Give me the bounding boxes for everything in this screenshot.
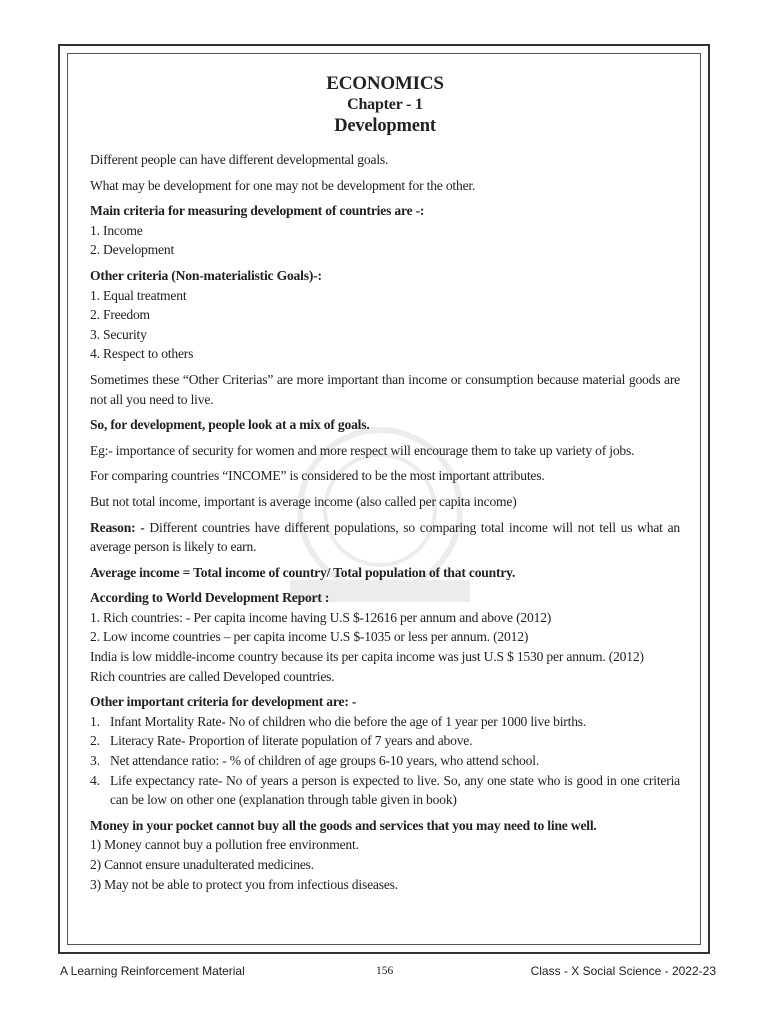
section-heading: According to World Development Report : bbox=[90, 590, 330, 606]
footer-left-text: A Learning Reinforcement Material bbox=[60, 964, 245, 978]
list-item: 3. Net attendance ratio: - % of children of age groups 6-10 years, who attend school. bbox=[90, 753, 540, 769]
list-item: 1) Money cannot buy a pollution free environment. bbox=[90, 837, 359, 853]
money-list bbox=[90, 835, 680, 894]
footer-right-text: Class - X Social Science - 2022-23 bbox=[530, 964, 716, 978]
section-heading: Other criteria (Non-materialistic Goals)-: bbox=[90, 267, 322, 283]
reason-paragraph bbox=[90, 518, 680, 557]
reason-text: Different countries have different populations, so comparing total income will not tell us what an average person is likely to earn. bbox=[90, 519, 680, 555]
list-item: 1. Infant Mortality Rate- No of children who die before the age of 1 year per 1000 live births. bbox=[90, 713, 587, 729]
list-item: 2) Cannot ensure unadulterated medicines. bbox=[90, 857, 314, 872]
list-item: 4. Life expectancy rate- No of years a person is expected to live. So, any one state who is good in one criteria can be low on other one (explanation through table given in book) bbox=[90, 772, 680, 808]
subject-heading: ECONOMICS bbox=[326, 73, 444, 94]
paragraph: But not total income, important is average income (also called per capita income) bbox=[90, 493, 517, 509]
list-item: 3) May not be able to protect you from infectious diseases. bbox=[90, 876, 398, 892]
paragraph: Sometimes these “Other Criterias” are more important than income or consumption because material goods are not all you need to live. bbox=[90, 371, 680, 407]
list-item: 1. Rich countries: - Per capita income having U.S $-12616 per annum and above (2012) bbox=[90, 609, 552, 625]
paragraph: Eg:- importance of security for women and more respect will encourage them to take up variety of jobs. bbox=[90, 442, 635, 458]
list-item: 1. Equal treatment bbox=[90, 287, 187, 303]
wdr-list bbox=[90, 608, 680, 647]
list-item: 2. Literacy Rate- Proportion of literate population of 7 years and above. bbox=[90, 733, 473, 749]
paragraph: Different people can have different developmental goals. bbox=[90, 152, 389, 167]
paragraph: Rich countries are called Developed countries. bbox=[90, 668, 335, 684]
list-item: 2. Development bbox=[90, 242, 175, 258]
document-body bbox=[90, 72, 680, 900]
list-item: 3. Security bbox=[90, 326, 147, 342]
reason-label: Reason: - bbox=[90, 519, 145, 535]
paragraph: India is low middle-income country because its per capita income was just U.S $ 1530 per annum. (2012) bbox=[90, 649, 644, 665]
chapter-heading: Chapter - 1 bbox=[347, 96, 423, 113]
list-item: 2. Freedom bbox=[90, 307, 150, 323]
section-heading: So, for development, people look at a mix of goals. bbox=[90, 417, 370, 433]
list-item: 1. Income bbox=[90, 222, 143, 238]
page-footer bbox=[60, 964, 716, 984]
section-heading: Main criteria for measuring development of countries are -: bbox=[90, 203, 425, 219]
other-criteria-list bbox=[90, 286, 680, 364]
section-heading: Other important criteria for development are: - bbox=[90, 694, 357, 710]
paragraph: What may be development for one may not be development for the other. bbox=[90, 177, 476, 193]
other-important-list bbox=[90, 712, 680, 810]
main-criteria-list bbox=[90, 221, 680, 260]
title-block bbox=[90, 72, 680, 138]
paragraph: For comparing countries “INCOME” is considered to be the most important attributes. bbox=[90, 468, 545, 484]
list-item: 4. Respect to others bbox=[90, 346, 194, 362]
chapter-title: Development bbox=[334, 116, 436, 136]
page-number: 156 bbox=[376, 965, 394, 977]
section-heading: Money in your pocket cannot buy all the goods and services that you may need to line well. bbox=[90, 817, 597, 833]
formula-line: Average income = Total income of country/ Total population of that country. bbox=[90, 564, 516, 580]
list-item: 2. Low income countries – per capita income U.S $-1035 or less per annum. (2012) bbox=[90, 629, 529, 645]
